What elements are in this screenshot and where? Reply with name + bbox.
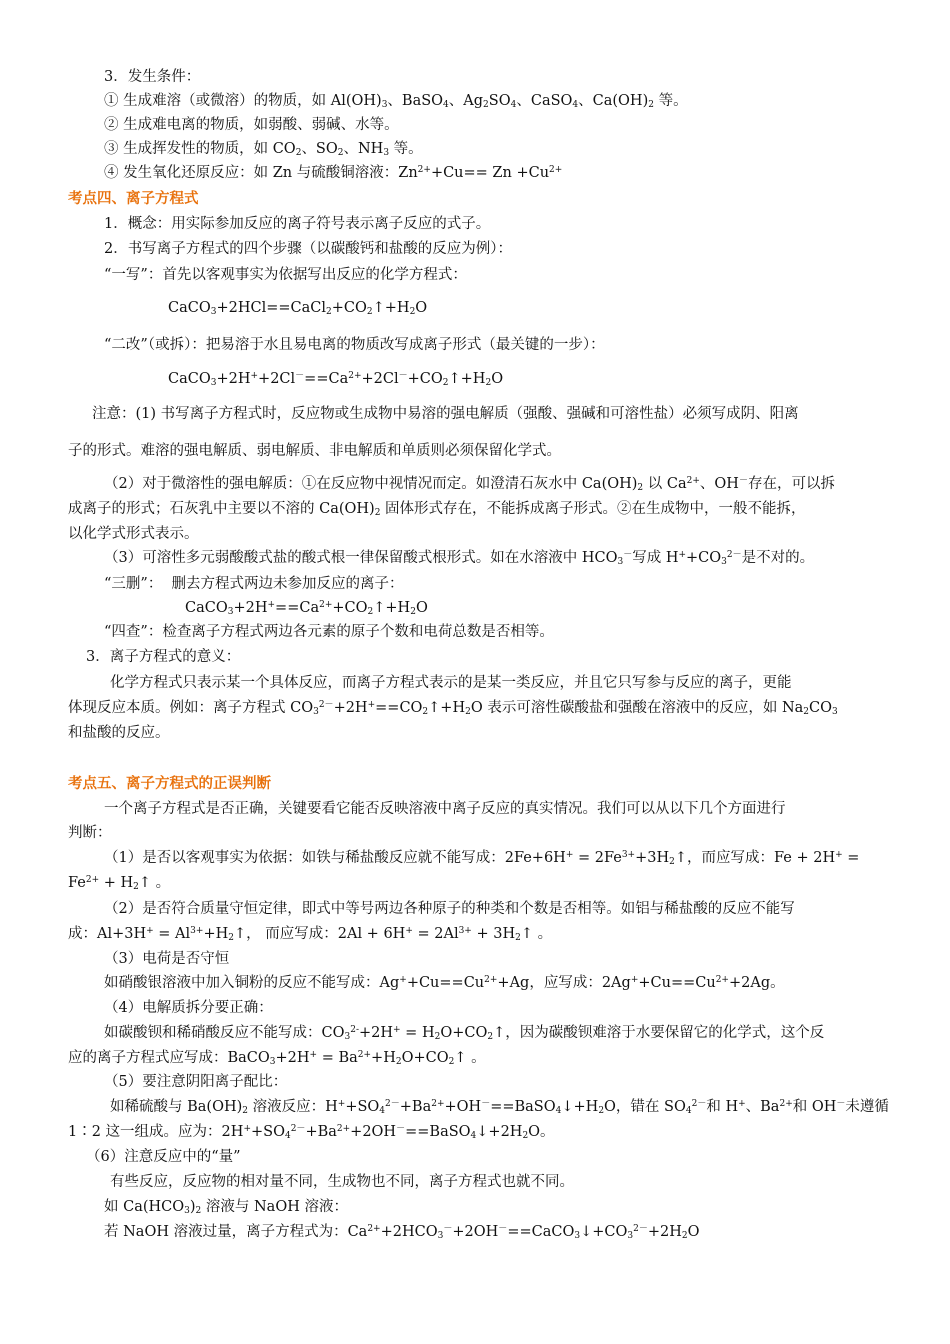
- section-heading: 考点四、离子方程式: [68, 191, 199, 207]
- text-line: （3）电荷是否守恒: [104, 951, 230, 967]
- text-line: 以化学式形式表示。: [68, 526, 199, 542]
- text-line: （1）是否以客观事实为依据：如铁与稀盐酸反应就不能写成：$2Fe+6H^+ = 2Fe^{3+}+3H_2↑$，而应写成：Fe + 2H+ =: [104, 850, 860, 867]
- text-line: 3．发生条件：: [104, 69, 201, 85]
- text-line: （2）对于微溶性的强电解质：①在反应物中视情况而定。如澄清石灰水中 $Ca(OH)_2$ 以 $Ca^{2+}$、OH－存在，可以拆: [104, 476, 835, 493]
- text-line: 和盐酸的反应。: [68, 725, 170, 741]
- section-heading: 考点五、离子方程式的正误判断: [68, 776, 271, 792]
- text-line: （2）是否符合质量守恒定律，即式中等号两边各种原子的种类和个数是否相等。如铝与稀盐酸的反应不能写: [104, 901, 795, 917]
- text-line: 1．概念：用实际参加反应的离子符号表示离子反应的式子。: [104, 216, 491, 232]
- text-line: ② 生成难电离的物质，如弱酸、弱碱、水等。: [104, 117, 399, 133]
- text-line: 1∶2 这一组成。应为：$2H^++SO_4^{2-}+Ba^{2+}+2OH^-==BaSO_4↓+2H_2O$。: [68, 1124, 555, 1141]
- text-line: $CaCO_3+2HCl==CaCl_2+CO_2↑+H_2O$: [168, 300, 428, 317]
- text-line: 应的离子方程式应写成：BaCO$_3$+2H+ = $Ba^{2+}+H_2O+CO_2↑$ 。: [68, 1050, 486, 1067]
- text-line: 成离子的形式；石灰乳中主要以不溶的 $Ca(OH)_2$ 固体形式存在，不能拆成离子形式。②在生成物中，一般不能拆，: [68, 501, 806, 518]
- text-line: “一写”：首先以客观事实为依据写出反应的化学方程式：: [104, 267, 467, 283]
- text-line: （6）注意反应中的“量”: [86, 1149, 241, 1165]
- text-line: $Fe^{2+}$ + $H_2↑$ 。: [68, 875, 171, 892]
- text-line: “四查”：检查离子方程式两边各元素的原子个数和电荷总数是否相等。: [104, 624, 554, 640]
- text-line: 3．离子方程式的意义：: [86, 649, 241, 665]
- text-line: “三删”： 删去方程式两边未参加反应的离子：: [104, 576, 404, 592]
- text-line: ④ 发生氧化还原反应：如 Zn 与硫酸铜溶液：$Zn^{2+}+Cu== Zn +Cu^{2+}$: [104, 165, 563, 181]
- text-line: 如稀硫酸与 $Ba(OH)_2$ 溶液反应：$H^++SO_4^{2-}+Ba^{2+}+OH^-==BaSO_4↓+H_2O$，错在 $SO_4^{2-}$和 H+、$Ba^{2+}$和 OH－未遵循: [110, 1099, 889, 1116]
- text-line: （5）要注意阴阳离子配比：: [104, 1074, 288, 1090]
- text-line: $CaCO_3+2H^+==Ca^{2+}+CO_2↑+H_2O$: [185, 600, 428, 617]
- text-line: ① 生成难溶（或微溶）的物质，如 $Al(OH)_3$、BaSO$_4$、$Ag_2SO_4$、CaSO$_4$、$Ca(OH)_2$ 等。: [104, 93, 688, 110]
- text-line: （3）可溶性多元弱酸酸式盐的酸式根一律保留酸式根形式。如在水溶液中 $HCO_3^-$写成 $H^++CO_3^{2-}$是不对的。: [104, 550, 815, 567]
- text-line: 子的形式。难溶的强电解质、弱电解质、非电解质和单质则必须保留化学式。: [68, 443, 561, 459]
- text-line: 成：$Al+3H^+ = Al^{3+}+H_2↑$， 而应写成：$2Al + 6H^+ = 2Al^{3+}$ + $3H_2↑$ 。: [68, 926, 553, 943]
- text-line: 2．书写离子方程式的四个步骤（以碳酸钙和盐酸的反应为例）：: [104, 241, 512, 257]
- text-line: 注意：(1) 书写离子方程式时，反应物或生成物中易溶的强电解质（强酸、强碱和可溶性盐）必须写成阴、阳离: [92, 406, 799, 422]
- text-line: 有些反应，反应物的相对量不同，生成物也不同，离子方程式也就不同。: [110, 1174, 574, 1190]
- text-line: 如碳酸钡和稀硝酸反应不能写成：$CO_3^{2-}+2H^+$ = $H_2O+CO_2↑$，因为碳酸钡难溶于水要保留它的化学式，这个反: [104, 1025, 825, 1042]
- text-line: 化学方程式只表示某一个具体反应，而离子方程式表示的是某一类反应，并且它只写参与反应的离子，更能: [110, 675, 792, 691]
- text-line: “二改”（或拆）：把易溶于水且易电离的物质改写成离子形式（最关键的一步）：: [104, 337, 605, 353]
- text-line: 一个离子方程式是否正确，关键要看它能否反映溶液中离子反应的真实情况。我们可以从以下几个方面进行: [104, 801, 786, 817]
- text-line: 若 NaOH 溶液过量，离子方程式为：$Ca^{2+}+2HCO_3^-+2OH^-==CaCO_3↓+CO_3^{2-}+2H_2O$: [104, 1224, 700, 1241]
- text-line: （4）电解质拆分要正确：: [104, 1000, 273, 1016]
- text-line: ③ 生成挥发性的物质，如 $CO_2$、$SO_2$、$NH_3$ 等。: [104, 141, 423, 158]
- text-line: 如 $Ca(HCO_3)_2$ 溶液与 NaOH 溶液：: [104, 1199, 348, 1216]
- text-line: 如硝酸银溶液中加入铜粉的反应不能写成：$Ag^++Cu==Cu^{2+}+Ag$，应写成：$2Ag^++Cu==Cu^{2+}+2Ag$。: [104, 975, 785, 991]
- text-line: 判断：: [68, 825, 112, 841]
- text-line: 体现反应本质。例如：离子方程式 $CO_3^{2-}+2H^+==CO_2↑+H_2O$ 表示可溶性碳酸盐和强酸在溶液中的反应，如 $Na_2CO_3$: [68, 700, 838, 717]
- text-line: $CaCO_3+2H^++2Cl^-==Ca^{2+}+2Cl^-+CO_2↑+H_2O$: [168, 371, 504, 388]
